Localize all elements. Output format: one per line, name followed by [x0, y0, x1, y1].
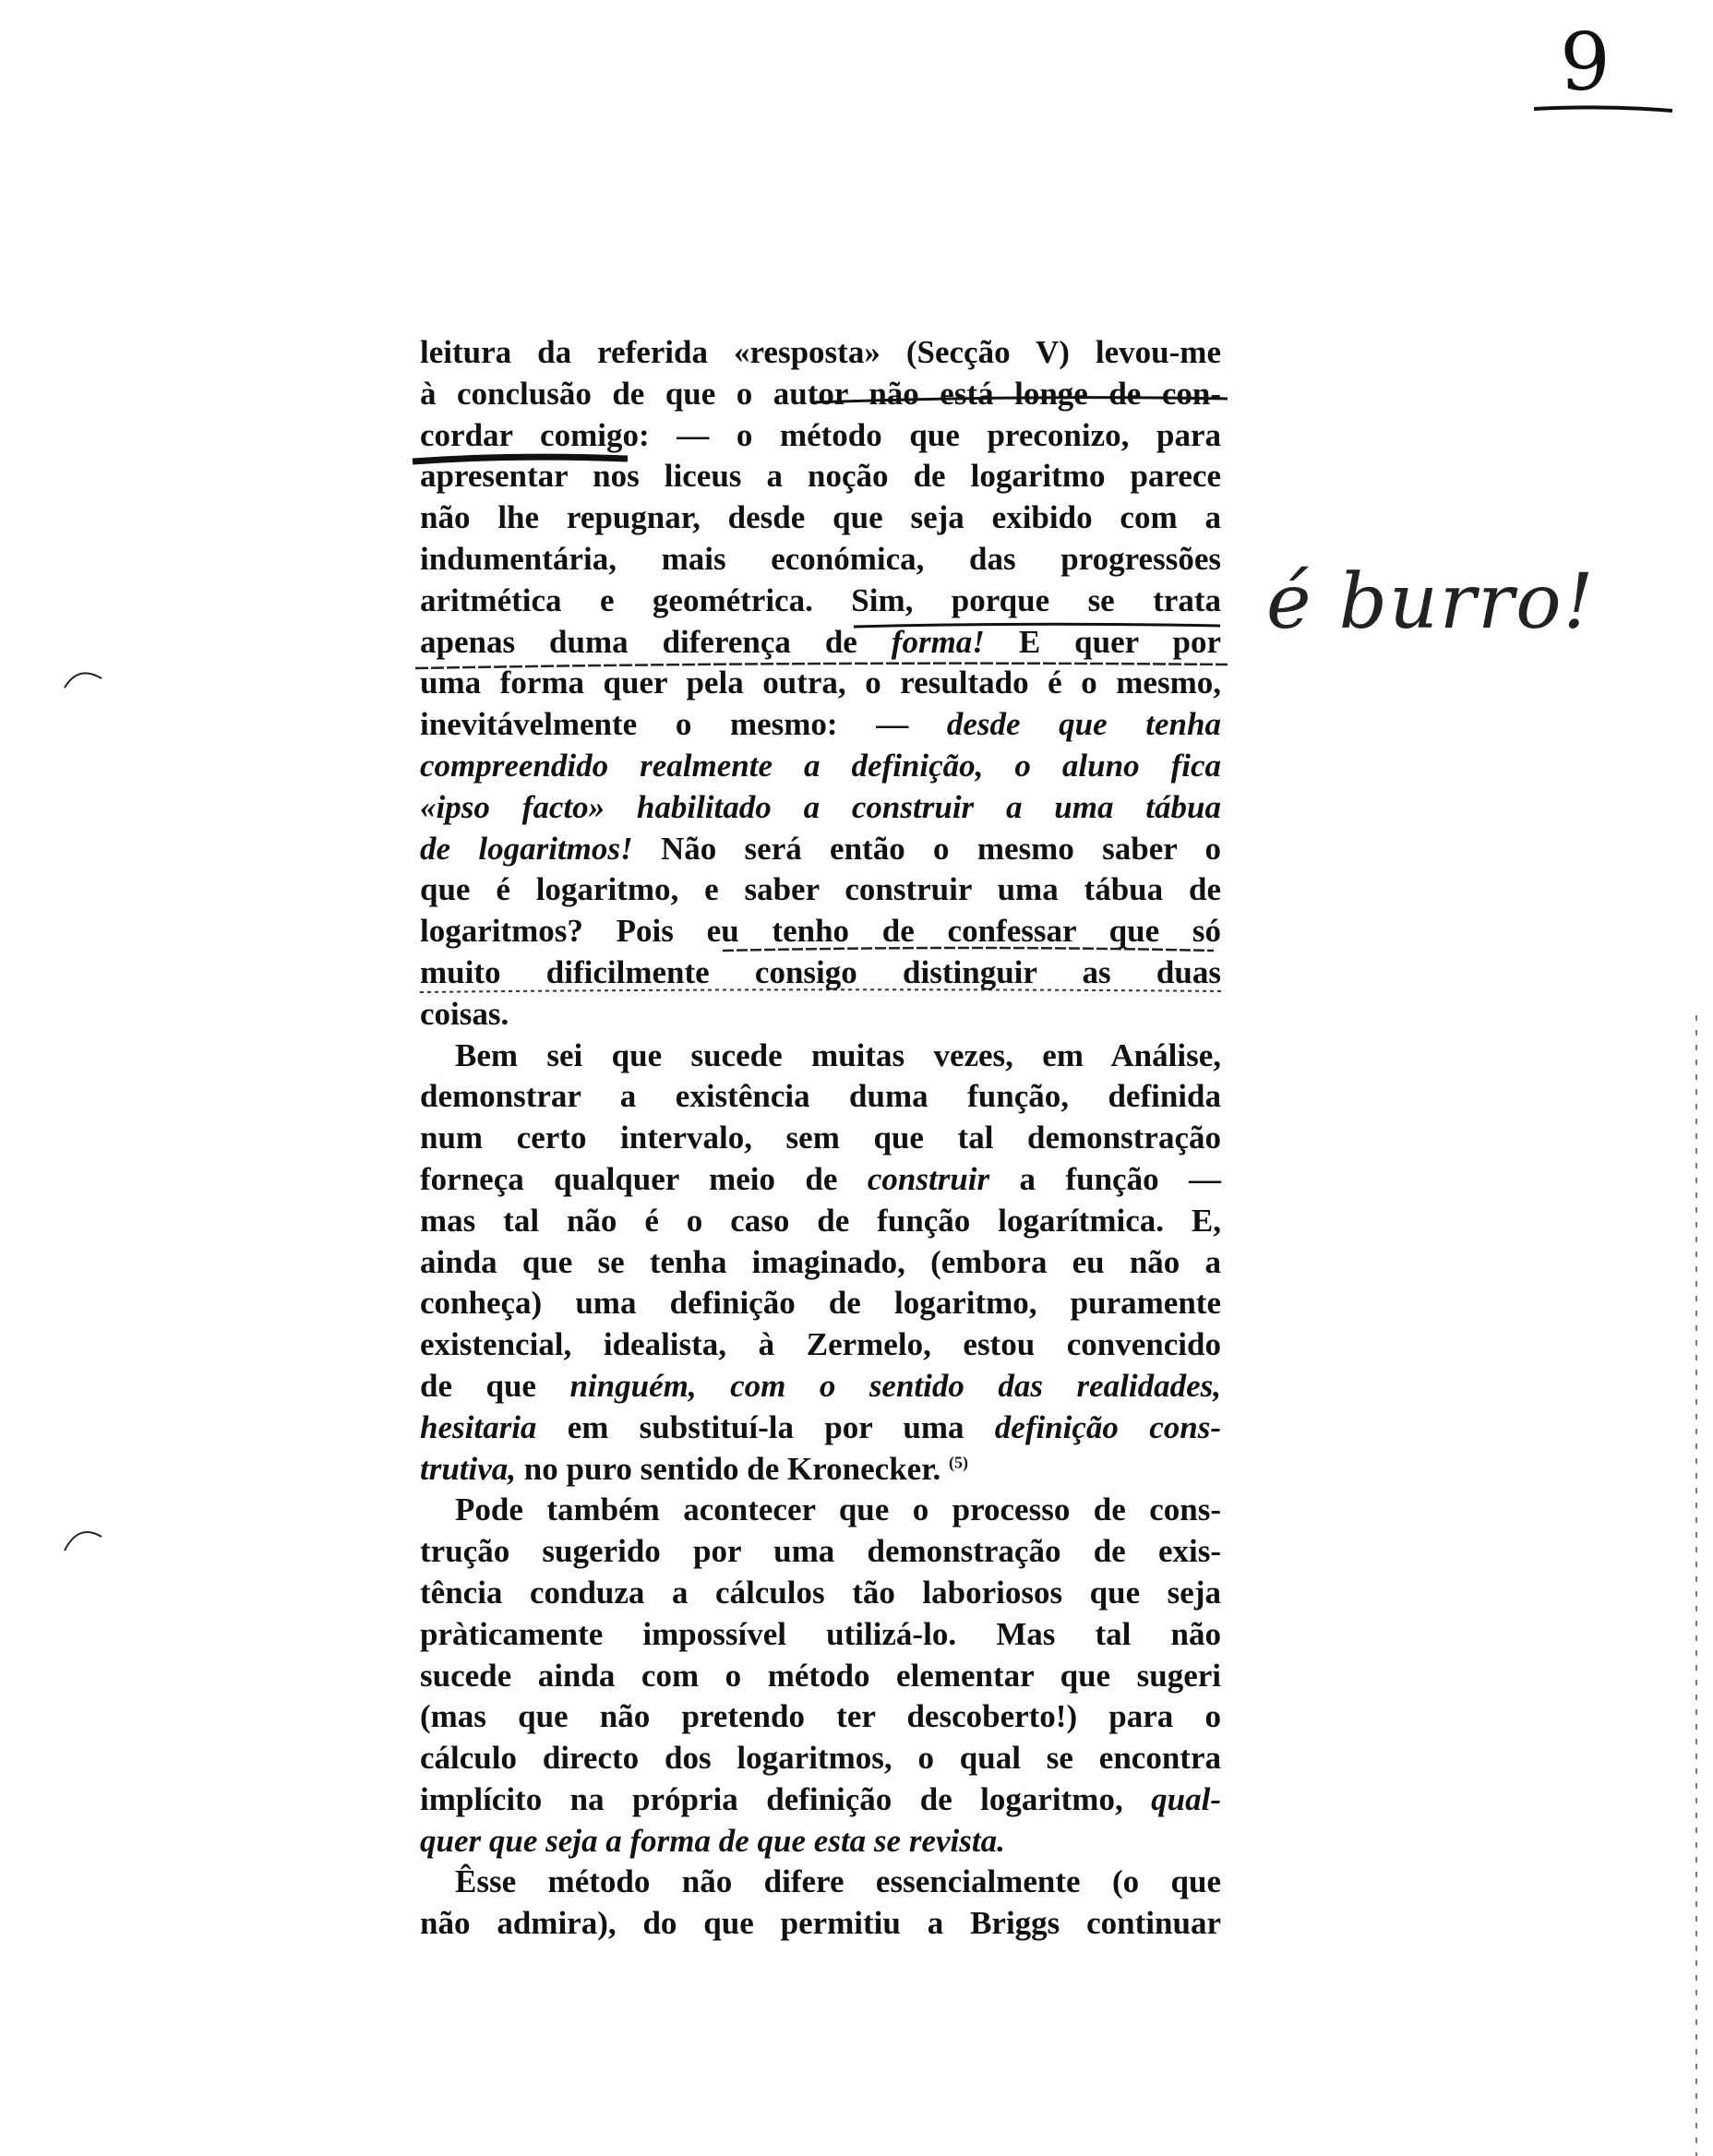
handwritten-page-number: 9: [1560, 17, 1611, 109]
text-line: [420, 1738, 1221, 1779]
text-line: [420, 1862, 1221, 1903]
text-line: [420, 539, 1221, 581]
text-line: [420, 497, 1221, 539]
text-line: [420, 1407, 1221, 1449]
text-segment: Êsse método não difere essencialmente (o que: [455, 1863, 1221, 1900]
italic-text: de logaritmos!: [420, 830, 633, 867]
italic-text: compreendido realmente a definição, o aluno fica: [420, 747, 1221, 784]
text-line: [420, 1324, 1221, 1366]
text-line: [420, 994, 1221, 1036]
italic-text: definição cons-: [994, 1408, 1221, 1445]
text-segment: (mas que não pretendo ter descoberto!) para o: [420, 1698, 1221, 1735]
text-line: [420, 1242, 1221, 1284]
text-segment: indumentária, mais económica, das progressões: [420, 540, 1221, 577]
text-segment: Pode também acontecer que o processo de cons-: [455, 1491, 1221, 1528]
footnote-ref: (5): [949, 1452, 969, 1471]
text-segment: em substituí-la por uma: [536, 1408, 995, 1445]
text-segment: logaritmos? Pois eu tenho de confessar que só: [420, 913, 1221, 950]
text-segment: num certo intervalo, sem que tal demonstração: [420, 1120, 1221, 1156]
text-segment: conheça) uma definição de logaritmo, puramente: [420, 1285, 1221, 1322]
text-line: [420, 415, 1221, 457]
text-segment: Bem sei que sucede muitas vezes, em Análise,: [455, 1036, 1221, 1073]
text-segment: de que: [420, 1367, 570, 1404]
page-number-underline: [1534, 107, 1672, 111]
text-line: [420, 787, 1221, 829]
text-line: [420, 1903, 1221, 1945]
text-segment: Não será então o mesmo saber o: [632, 830, 1221, 867]
text-line: [420, 1159, 1221, 1201]
text-segment: trução sugerido por uma demonstração de exis-: [420, 1533, 1221, 1570]
text-segment: à conclusão de que o autor não está longe de con-: [420, 375, 1221, 412]
text-line: [420, 456, 1221, 497]
text-segment: cordar comigo: — o método que preconizo, para: [420, 416, 1221, 453]
text-line: [420, 1036, 1221, 1077]
text-segment: demonstrar a existência duma função, definida: [420, 1078, 1221, 1115]
text-line: [420, 1201, 1221, 1242]
body-text: [420, 332, 1221, 1945]
text-segment: implícito na própria definição de logaritmo,: [420, 1780, 1152, 1817]
text-line: [420, 1821, 1221, 1863]
text-line: [420, 1076, 1221, 1118]
text-line: [420, 1573, 1221, 1614]
text-line: [420, 1449, 1221, 1491]
text-line: [420, 374, 1221, 415]
text-segment: apenas duma diferença de: [420, 623, 892, 660]
italic-text: construir: [867, 1160, 990, 1197]
margin-bracket-mark: [65, 673, 102, 688]
text-line: [420, 704, 1221, 746]
text-segment: coisas.: [420, 995, 509, 1032]
italic-text: qual-: [1151, 1780, 1221, 1817]
italic-text: forma!: [891, 623, 985, 660]
italic-text: desde que tenha: [946, 706, 1221, 743]
text-line: [420, 1366, 1221, 1407]
text-segment: não admira), do que permitiu a Briggs continuar: [420, 1905, 1221, 1942]
text-segment: forneça qualquer meio de: [420, 1160, 868, 1197]
italic-text: trutiva,: [420, 1450, 517, 1487]
text-segment: muito dificilmente consigo distinguir as duas: [420, 953, 1221, 990]
text-segment: ainda que se tenha imaginado, (embora eu não a: [420, 1243, 1221, 1280]
italic-text: hesitaria: [420, 1408, 537, 1445]
text-line: [420, 1490, 1221, 1531]
text-line: [420, 1696, 1221, 1738]
text-line: [420, 581, 1221, 622]
text-line: [420, 952, 1221, 994]
handwritten-margin-note: é burro!: [1266, 558, 1596, 646]
text-segment: aritmética e geométrica. Sim, porque se trata: [420, 581, 1221, 618]
text-line: [420, 1779, 1221, 1821]
text-line: [420, 663, 1221, 704]
text-line: [420, 869, 1221, 911]
text-segment: inevitávelmente o mesmo: —: [420, 706, 947, 743]
margin-bracket-mark: [65, 1532, 102, 1551]
text-segment: existencial, idealista, à Zermelo, estou convencido: [420, 1326, 1221, 1363]
text-line: [420, 1656, 1221, 1697]
text-segment: que é logaritmo, e saber construir uma tábua de: [420, 871, 1221, 908]
text-line: [420, 1283, 1221, 1324]
text-segment: no puro sentido de Kronecker.: [516, 1450, 950, 1487]
text-line: [420, 746, 1221, 787]
text-line: [420, 332, 1221, 374]
text-segment: mas tal não é o caso de função logarítmica. E,: [420, 1202, 1221, 1239]
text-line: [420, 1531, 1221, 1573]
text-segment: a função —: [989, 1160, 1221, 1197]
text-segment: pràticamente impossível utilizá-lo. Mas tal não: [420, 1615, 1221, 1652]
text-segment: leitura da referida «resposta» (Secção V) levou-me: [420, 334, 1221, 370]
italic-text: «ipso facto» habilitado a construir a uma tábua: [420, 788, 1221, 825]
text-segment: não lhe repugnar, desde que seja exibido com a: [420, 499, 1221, 536]
text-segment: uma forma quer pela outra, o resultado é o mesmo,: [420, 665, 1221, 701]
text-line: [420, 829, 1221, 870]
text-line: [420, 622, 1221, 664]
italic-text: quer que seja a forma de que esta se revista.: [420, 1822, 1005, 1859]
text-segment: E quer por: [984, 623, 1221, 660]
text-segment: cálculo directo dos logaritmos, o qual se encontra: [420, 1740, 1221, 1777]
italic-text: ninguém, com o sentido das realidades,: [569, 1367, 1221, 1404]
text-segment: sucede ainda com o método elementar que sugeri: [420, 1657, 1221, 1694]
text-line: [420, 1118, 1221, 1159]
text-line: [420, 1614, 1221, 1656]
text-segment: tência conduza a cálculos tão laboriosos que seja: [420, 1574, 1221, 1611]
text-segment: apresentar nos liceus a noção de logaritmo parece: [420, 458, 1221, 495]
text-line: [420, 911, 1221, 952]
